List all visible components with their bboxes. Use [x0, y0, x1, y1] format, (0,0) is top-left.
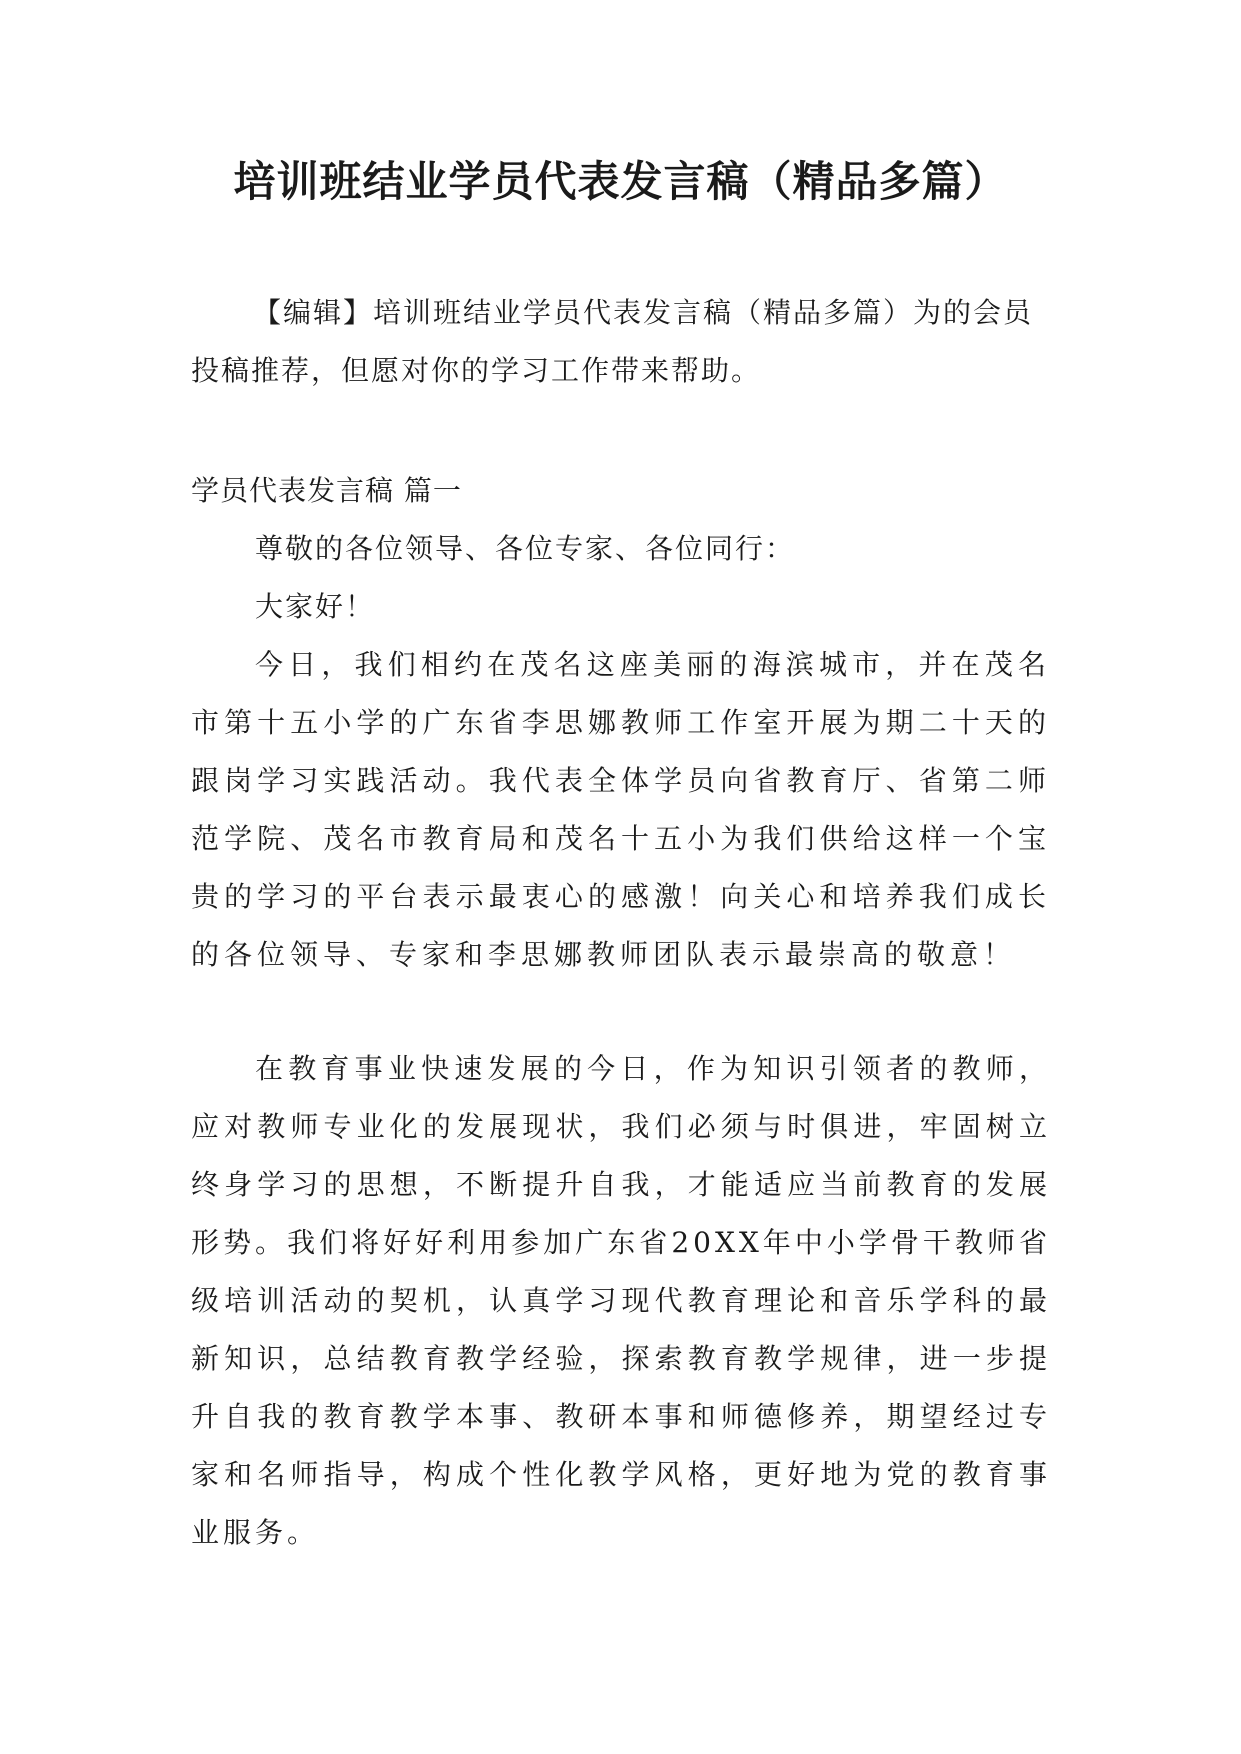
document-title: 培训班结业学员代表发言稿（精品多篇） [233, 157, 1008, 206]
body-paragraph: 今日，我们相约在茂名这座美丽的海滨城市，并在茂名市第十五小学的广东省李思娜教师工作室开展为期二十天的跟岗学习实践活动。我代表全体学员向省教育厅、省第二师范学院、茂名市教育局和茂名十五小为我们供给这样一个宝贵的学习的平台表示最衷心的感激！向关心和培养我们成长的各位领导、专家和李思娜教师团队表示最崇高的敬意！ [191, 648, 1051, 971]
section-heading: 学员代表发言稿 篇一 [191, 474, 462, 507]
greeting: 大家好！ [255, 590, 376, 623]
salutation: 尊敬的各位领导、各位专家、各位同行： [255, 532, 796, 565]
body-paragraph: 在教育事业快速发展的今日，作为知识引领者的教师，应对教师专业化的发展现状，我们必须与时俱进，牢固树立终身学习的思想，不断提升自我，才能适应当前教育的发展形势。我们将好好利用参加广东省20XX年中小学骨干教师省级培训活动的契机，认真学习现代教育理论和音乐学科的最新知识，总结教育教学经验，探索教育教学规律，进一步提升自我的教育教学本事、教研本事和师德修养，期望经过专家和名师指导，构成个性化教学风格，更好地为党的教育事业服务。 [191, 1052, 1051, 1549]
editor-note: 【编辑】培训班结业学员代表发言稿（精品多篇）为的会员投稿推荐，但愿对你的学习工作带来帮助。 [191, 296, 1034, 387]
